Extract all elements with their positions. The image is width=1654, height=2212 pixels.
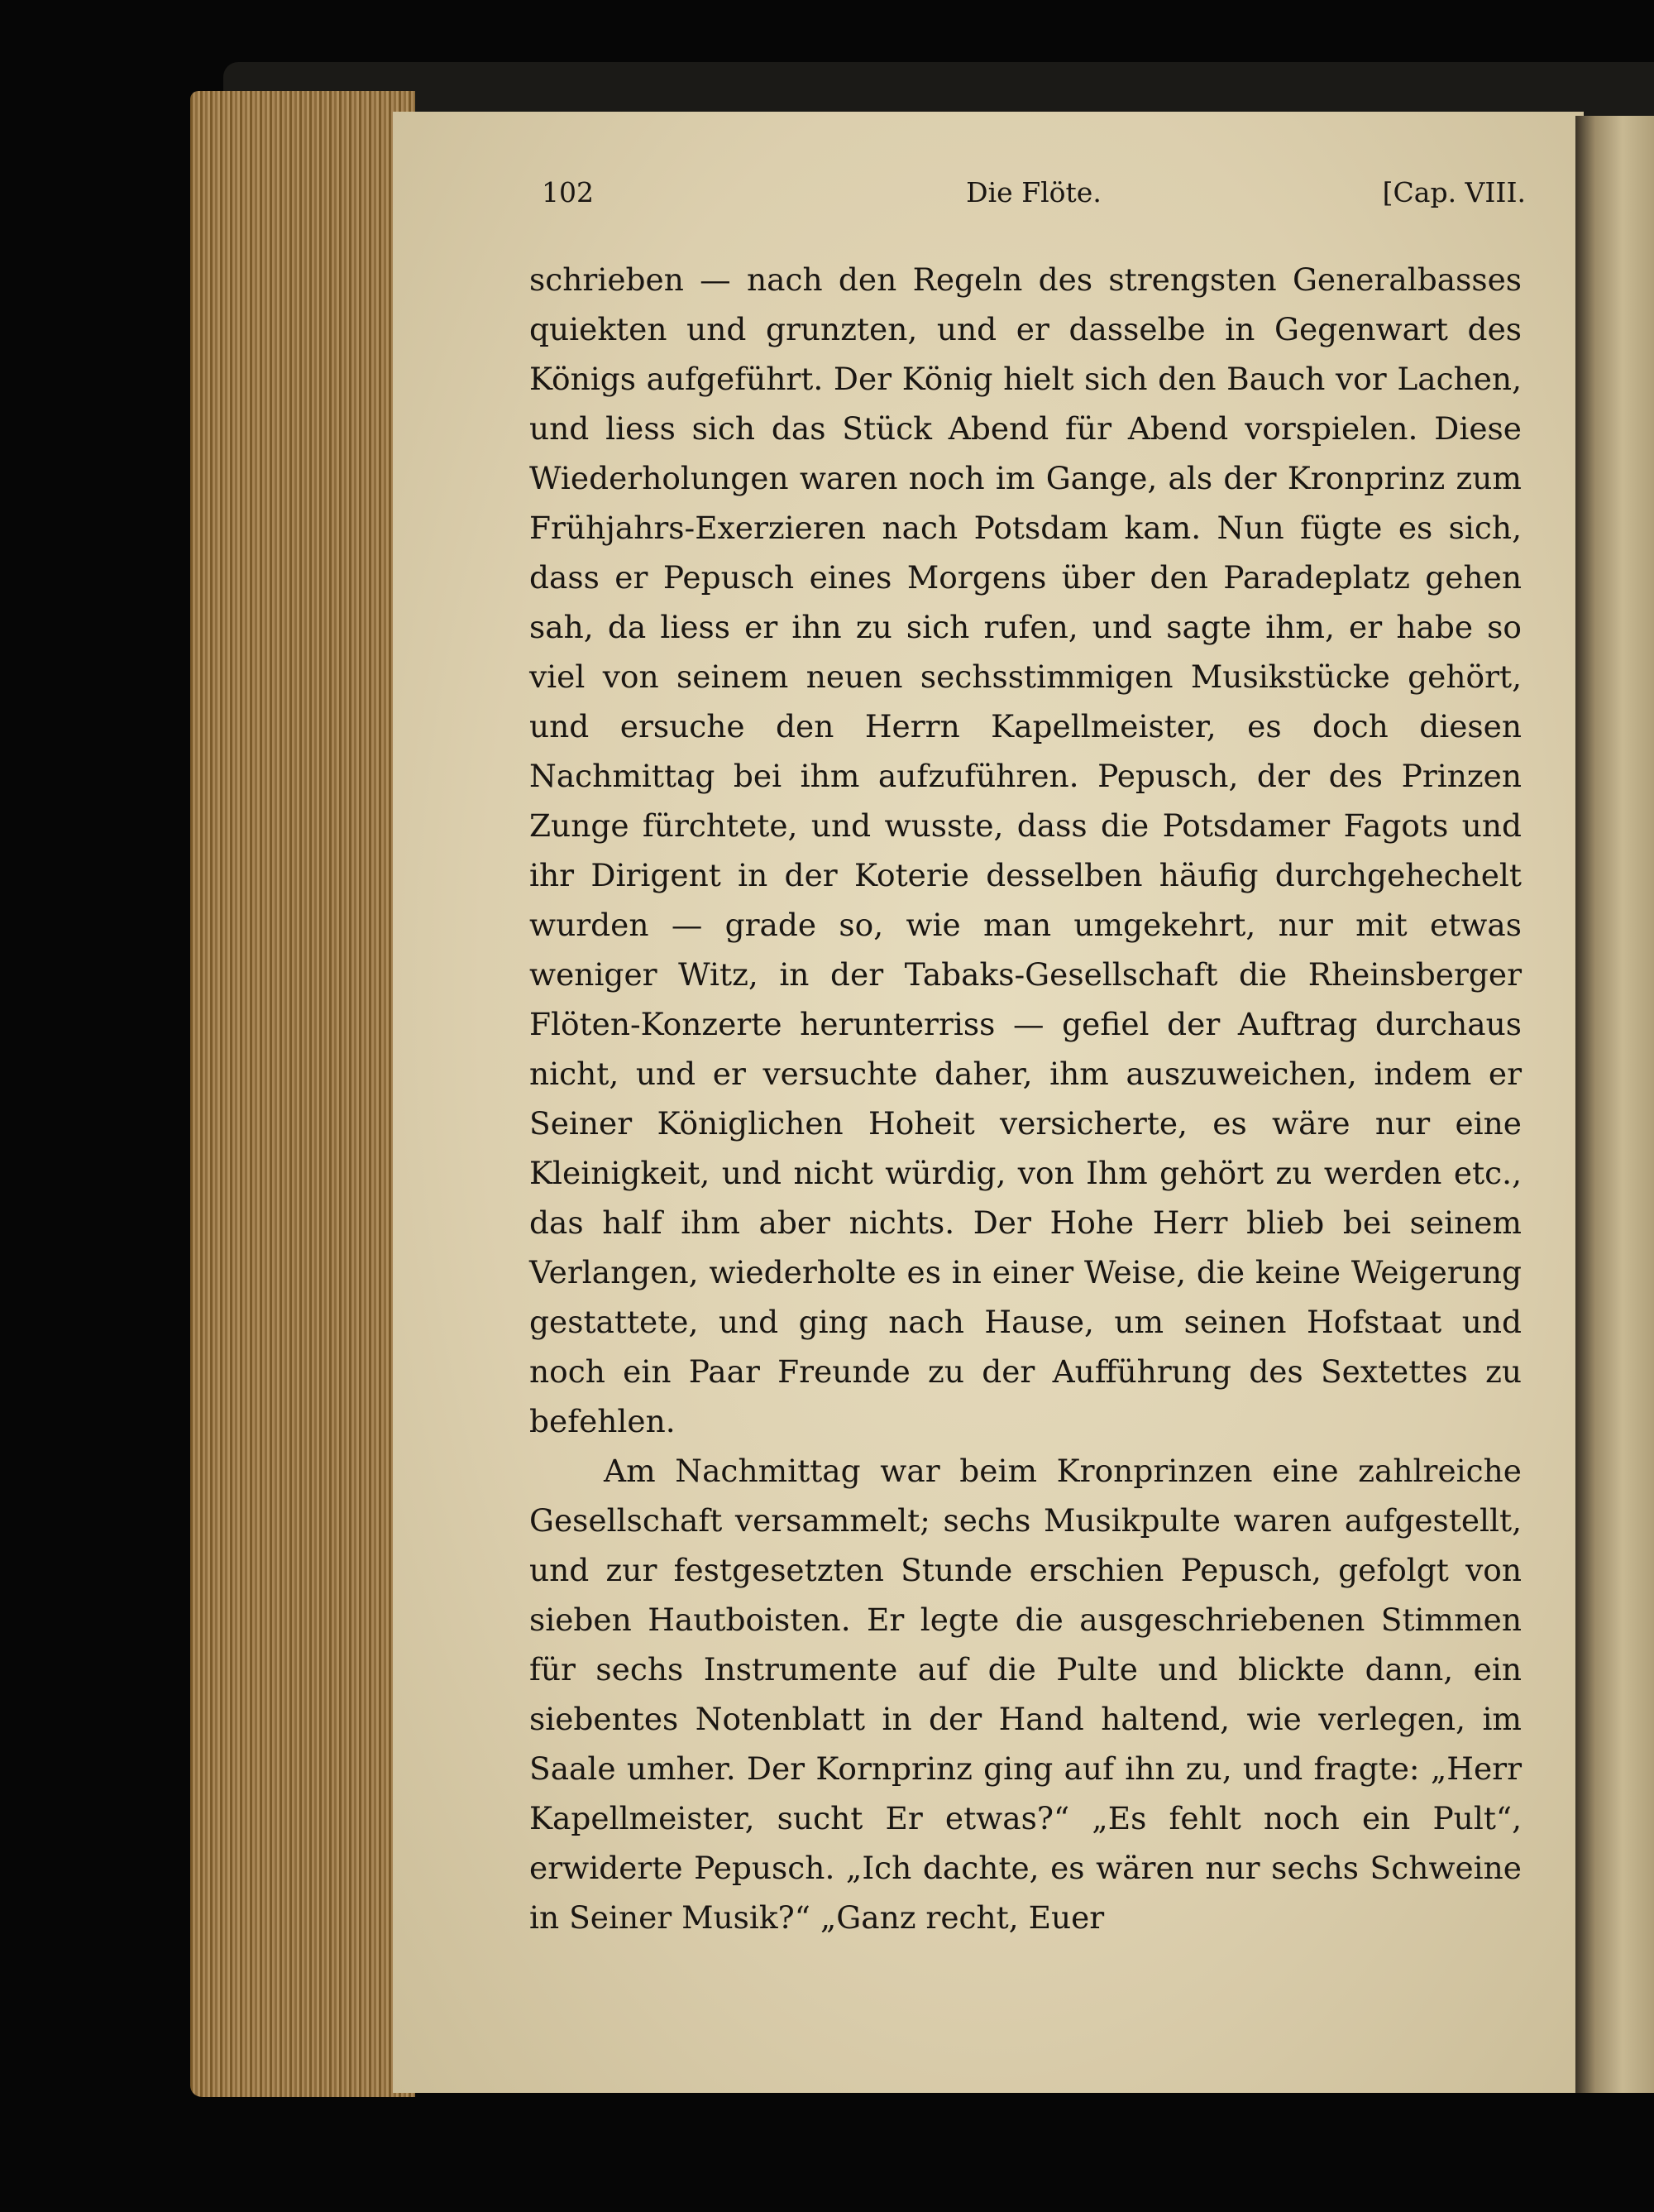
page-number: 102 xyxy=(542,176,594,208)
chapter-label: [Cap. VIII. xyxy=(1382,176,1526,208)
facing-page-edge xyxy=(1575,116,1654,2093)
running-title: Die Flöte. xyxy=(966,176,1102,208)
paragraph-1: schrieben — nach den Regeln des strengsten Generalbasses quiekten und grunzten, und er dasselbe in Gegenwart des Königs aufgeführt. Der König hielt sich den Bauch vor Lachen, und liess sich das Stück Abend für Abend vorspielen. Diese Wiederholungen waren noch im Gange, als der Kronprinz zum Frühjahrs-Exerzieren nach Potsdam kam. Nun fügte es sich, dass er Pepusch eines Morgens über den Paradeplatz gehen sah, da liess er ihn zu sich rufen, und sagte ihm, er habe so viel von seinem neuen sechsstimmigen Musikstücke gehört, und ersuche den Herrn Kapellmeister, es doch diesen Nachmittag bei ihm aufzuführen. Pepusch, der des Prinzen Zunge fürchtete, und wusste, dass die Potsdamer Fagots und ihr Dirigent in der Koterie desselben häufig durchgehechelt wurden — grade so, wie man umgekehrt, nur mit etwas weniger Witz, in der Tabaks-Gesellschaft die Rheinsberger Flöten-Konzerte herunterriss — gefiel der Auftrag durchaus nicht, und er versuchte daher, ihm auszuweichen, indem er Seiner Königlichen Hoheit versicherte, es wäre nur eine Kleinigkeit, und nicht würdig, von Ihm gehört zu werden etc., das half ihm aber nichts. Der Hohe Herr blieb bei seinem Verlangen, wiederholte es in einer Weise, die keine Weigerung gestattete, und ging nach Hause, um seinen Hofstaat und noch ein Paar Freunde zu der Aufführung des Sextettes zu befehlen. xyxy=(529,261,1522,1439)
running-header xyxy=(542,176,1526,218)
body-text xyxy=(529,255,1522,1942)
page-edges xyxy=(190,91,415,2097)
paragraph-2: Am Nachmittag war beim Kronprinzen eine zahlreiche Gesellschaft versammelt; sechs Musikpulte waren aufgestellt, und zur festgesetzten Stunde erschien Pepusch, gefolgt von sieben Hautboisten. Er legte die ausgeschriebenen Stimmen für sechs Instrumente auf die Pulte und blickte dann, ein siebentes Notenblatt in der Hand haltend, wie verlegen, im Saale umher. Der Kornprinz ging auf ihn zu, und fragte: „Herr Kapellmeister, sucht Er etwas?“ „Es fehlt noch ein Pult“, erwiderte Pepusch. „Ich dachte, es wären nur sechs Schweine in Seiner Musik?“ „Ganz recht, Euer xyxy=(529,1453,1522,1936)
